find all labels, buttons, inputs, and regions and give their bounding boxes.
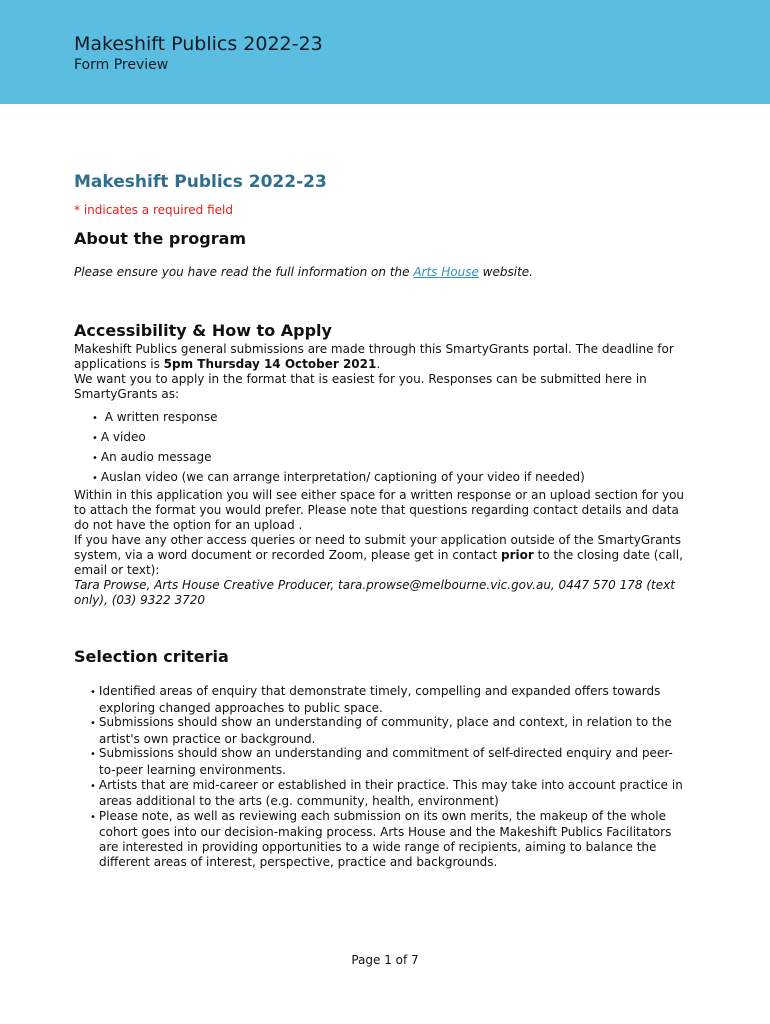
- other-queries-end: to the closing date (call, email or text):: [74, 548, 683, 577]
- list-item: • Identified areas of enquiry that demonstrate timely, compelling and expanded offers towards exploring changed approaches to public space.: [90, 684, 684, 715]
- list-item: • Artists that are mid-career or established in their practice. This may take into account practice in areas additional to the arts (e.g. community, health, environment): [90, 778, 684, 809]
- format-list: [74, 408, 684, 488]
- contact-details: Tara Prowse, Arts House Creative Producer, tara.prowse@melbourne.vic.gov.au, 0447 570 178 (text only), (03) 9322 3720: [74, 578, 675, 607]
- accessibility-heading: Accessibility & How to Apply: [74, 321, 332, 340]
- deadline-date: 5pm Thursday 14 October 2021: [163, 357, 377, 371]
- list-item: • Please note, as well as reviewing each submission on its own merits, the makeup of the whole cohort goes into our decision-making process. Arts House and the Makeshift Publics Facilitators are interested in providing opportunities to a wide range of recipients, aiming to balance the different areas of interest, perspective, practice and backgrounds.: [90, 809, 684, 869]
- list-item: • A written response: [92, 408, 684, 428]
- deadline-paragraph: [74, 342, 684, 372]
- prior-bold: prior: [501, 548, 534, 562]
- other-queries-text: If you have any other access queries or need to submit your application outside of the SmartyGrants system, via a word document or recorded Zoom, please get in contact: [74, 533, 681, 562]
- selection-criteria-heading: Selection criteria: [74, 647, 229, 666]
- list-item: • A video: [92, 428, 684, 448]
- deadline-end: .: [376, 357, 381, 371]
- list-item: • Submissions should show an understanding and commitment of self-directed enquiry and peer-to-peer learning environments.: [90, 746, 684, 777]
- other-queries-paragraph: [74, 533, 684, 578]
- header-title: Makeshift Publics 2022-23: [74, 33, 323, 55]
- format-intro-paragraph: We want you to apply in the format that is easiest for you. Responses can be submitted here in SmartyGrants as:: [74, 372, 647, 401]
- criteria-list: [74, 684, 684, 869]
- list-item: • Submissions should show an understanding of community, place and context, in relation to the artist's own practice or background.: [90, 715, 684, 746]
- within-paragraph: Within in this application you will see either space for a written response or an upload section for you to attach the format you would prefer. Please note that questions regarding contact details and data do not have the option for an upload .: [74, 488, 685, 532]
- required-field-note: * indicates a required field: [74, 203, 233, 217]
- about-text-after: website.: [478, 265, 533, 279]
- page-header: [0, 0, 770, 104]
- about-text-before: Please ensure you have read the full information on the: [74, 265, 414, 279]
- page-number: Page 1 of 7: [351, 953, 419, 967]
- header-subtitle: Form Preview: [74, 57, 169, 73]
- about-heading: About the program: [74, 229, 247, 248]
- list-item: • Auslan video (we can arrange interpretation/ captioning of your video if needed): [92, 468, 684, 488]
- form-title: Makeshift Publics 2022-23: [74, 172, 327, 192]
- list-item: • An audio message: [92, 448, 684, 468]
- deadline-text: Makeshift Publics general submissions are made through this SmartyGrants portal. The deadline for applications is: [74, 342, 674, 371]
- about-text: [74, 264, 684, 280]
- arts-house-link[interactable]: Arts House: [413, 265, 479, 279]
- form-content: [74, 170, 684, 869]
